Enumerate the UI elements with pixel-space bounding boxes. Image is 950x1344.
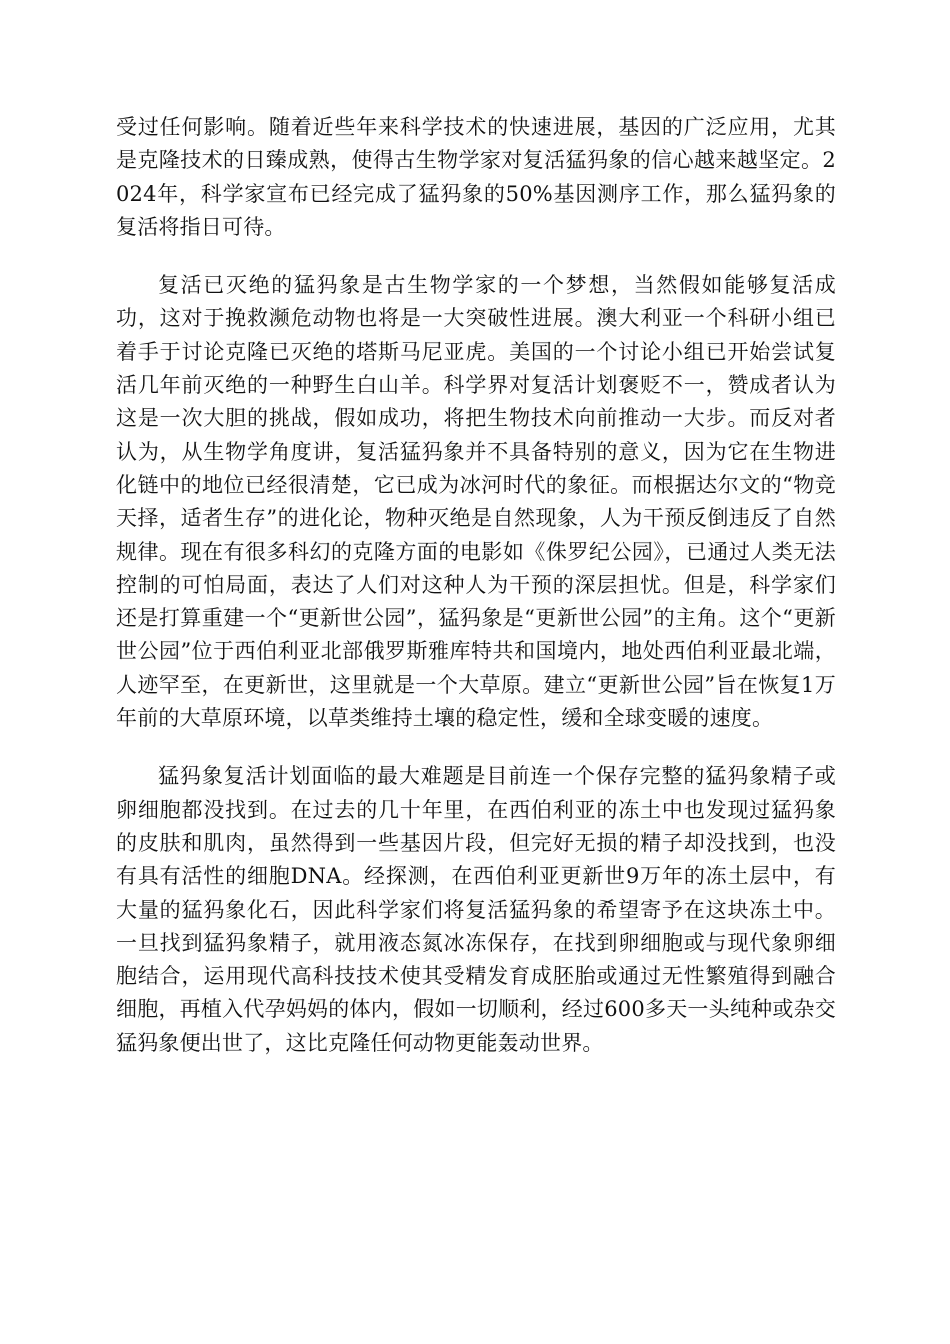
paragraph-gap [116, 735, 836, 760]
paragraph-1: 受过任何影响。随着近些年来科学技术的快速进展，基因的广泛应用，尤其是克隆技术的日臻成熟，使得古生物学家对复活猛犸象的信心越来越坚定。2024年，科学家宣布已经完成了猛犸象的50%基因测序工作，那么猛犸象的复活将指日可待。 [116, 115, 836, 239]
paragraph-3: 猛犸象复活计划面临的最大难题是目前连一个保存完整的猛犸象精子或卵细胞都没找到。在过去的几十年里，在西伯利亚的冻土中也发现过猛犸象的皮肤和肌肉，虽然得到一些基因片段，但完好无损的精子却没找到，也没有具有活性的细胞DNA。经探测，在西伯利亚更新世9万年的冻土层中，有大量的猛犸象化石，因此科学家们将复活猛犸象的希望寄予在这块冻土中。一旦找到猛犸象精子，就用液态氮冰冻保存，在找到卵细胞或与现代象卵细胞结合，运用现代高科技技术使其受精发育成胚胎或通过无性繁殖得到融合细胞，再植入代孕妈妈的体内，假如一切顺利，经过600多天一头纯种或杂交猛犸象便出世了，这比克隆任何动物更能轰动世界。 [116, 764, 836, 1055]
paragraph-gap [116, 244, 836, 269]
paragraph-2: 复活已灭绝的猛犸象是古生物学家的一个梦想，当然假如能够复活成功，这对于挽救濒危动物也将是一大突破性进展。澳大利亚一个科研小组已着手于讨论克隆已灭绝的塔斯马尼亚虎。美国的一个讨论小组已开始尝试复活几年前灭绝的一种野生白山羊。科学界对复活计划褒贬不一，赞成者认为这是一次大胆的挑战，假如成功，将把生物技术向前推动一大步。而反对者认为，从生物学角度讲，复活猛犸象并不具备特别的意义，因为它在生物进化链中的地位已经很清楚，它已成为冰河时代的象征。而根据达尔文的“物竞天择，适者生存”的进化论，物种灭绝是自然现象，人为干预反倒违反了自然规律。现在有很多科幻的克隆方面的电影如《侏罗纪公园》，已通过人类无法控制的可怕局面，表达了人们对这种人为干预的深层担忧。但是，科学家们还是打算重建一个“更新世公园”，猛犸象是“更新世公园”的主角。这个“更新世公园”位于西伯利亚北部俄罗斯雅库特共和国境内，地处西伯利亚最北端，人迹罕至，在更新世，这里就是一个大草原。建立“更新世公园”旨在恢复1万年前的大草原环境，以草类维持土壤的稳定性，缓和全球变暖的速度。 [116, 273, 836, 731]
document-body [116, 111, 836, 1060]
